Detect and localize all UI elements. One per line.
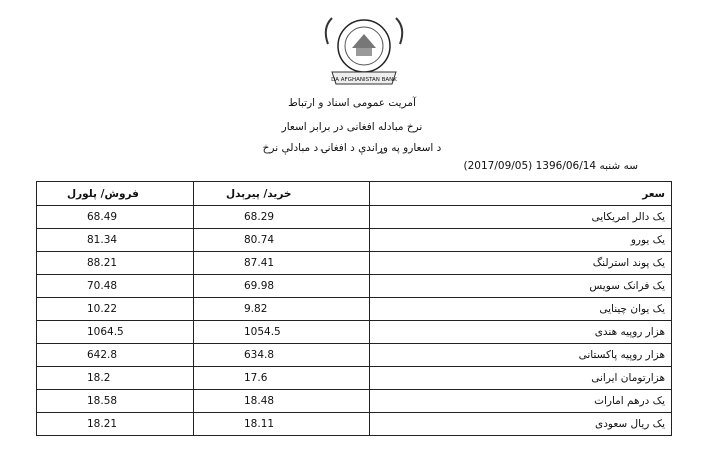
- buy-rate-cell: 1054.5: [194, 321, 370, 344]
- table-header-row: [37, 182, 672, 206]
- logo-text: DA AFGHANISTAN BANK: [331, 77, 397, 83]
- bank-logo: [318, 10, 410, 88]
- department-title: آمریت عمومی اسناد و ارتباط: [288, 97, 416, 109]
- currency-name-cell: یک درهم امارات: [370, 390, 672, 413]
- currency-name-cell: یک دالر امریکایی: [370, 206, 672, 229]
- header-currency: سعر: [370, 182, 672, 206]
- buy-rate-cell: 634.8: [194, 344, 370, 367]
- currency-name-cell: هزار روپیه پاکستانی: [370, 344, 672, 367]
- date-label: سه شنبه 1396/06/14 (2017/09/05): [463, 160, 638, 172]
- sell-rate-cell: 18.21: [37, 413, 194, 436]
- buy-rate-cell: 18.11: [194, 413, 370, 436]
- sell-rate-cell: 642.8: [37, 344, 194, 367]
- buy-rate-cell: 68.29: [194, 206, 370, 229]
- header-sell: فروش/ پلورل: [37, 182, 194, 206]
- table-row: [37, 206, 672, 229]
- sell-rate-cell: 70.48: [37, 275, 194, 298]
- sell-rate-cell: 68.49: [37, 206, 194, 229]
- buy-rate-cell: 69.98: [194, 275, 370, 298]
- currency-name-cell: یک یوان چینایی: [370, 298, 672, 321]
- table-row: [37, 413, 672, 436]
- buy-rate-cell: 18.48: [194, 390, 370, 413]
- currency-name-cell: یک فرانک سویس: [370, 275, 672, 298]
- currency-name-cell: هزار روپیه هندی: [370, 321, 672, 344]
- sell-rate-cell: 18.58: [37, 390, 194, 413]
- table-row: [37, 390, 672, 413]
- currency-name-cell: یک پوند استرلنگ: [370, 252, 672, 275]
- currency-name-cell: یک ریال سعودی: [370, 413, 672, 436]
- table-row: [37, 252, 672, 275]
- subtitle-pashto: د اسعارو په وړاندې د افغانۍ د مبادلې نرخ: [262, 142, 442, 154]
- currency-name-cell: یک یورو: [370, 229, 672, 252]
- table-row: [37, 367, 672, 390]
- buy-rate-cell: 80.74: [194, 229, 370, 252]
- exchange-rate-table: [36, 181, 672, 436]
- sell-rate-cell: 10.22: [37, 298, 194, 321]
- sell-rate-cell: 1064.5: [37, 321, 194, 344]
- table-row: [37, 321, 672, 344]
- sell-rate-cell: 18.2: [37, 367, 194, 390]
- table-row: [37, 298, 672, 321]
- header-buy: خرید/ پیرېدل: [194, 182, 370, 206]
- buy-rate-cell: 9.82: [194, 298, 370, 321]
- sell-rate-cell: 81.34: [37, 229, 194, 252]
- currency-name-cell: هزارتومان ایرانی: [370, 367, 672, 390]
- table-row: [37, 229, 672, 252]
- table-row: [37, 344, 672, 367]
- buy-rate-cell: 87.41: [194, 252, 370, 275]
- buy-rate-cell: 17.6: [194, 367, 370, 390]
- table-row: [37, 275, 672, 298]
- subtitle-dari: نرخ مبادله افغانی در برابر اسعار: [281, 121, 423, 133]
- sell-rate-cell: 88.21: [37, 252, 194, 275]
